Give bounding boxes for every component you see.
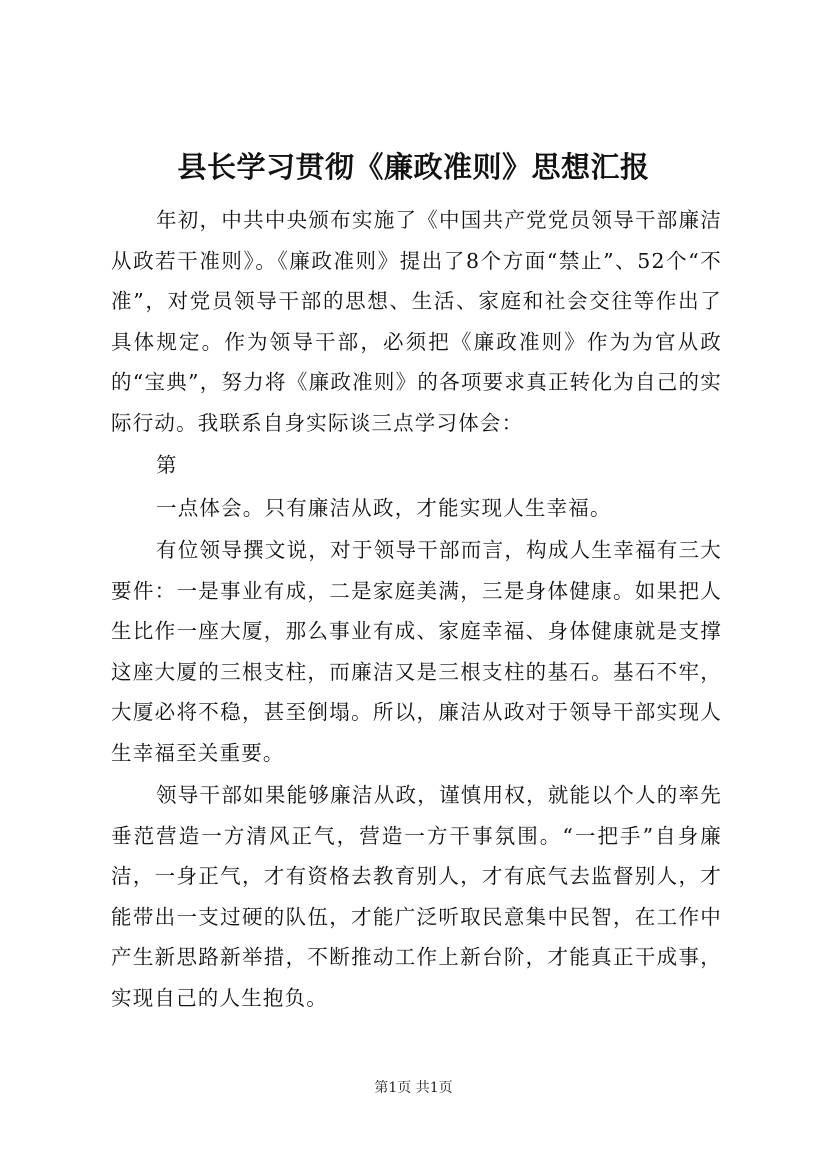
document-title: 县长学习贯彻《廉政准则》思想汇报 xyxy=(177,150,650,184)
paragraph-first-label: 第 xyxy=(156,453,178,477)
paragraph-intro: 年初，中共中央颁布实施了《中国共产党党员领导干部廉洁从政若干准则》。《廉政准则》提出了8个方面“禁止”、52个“不准”，对党员领导干部的思想、生活、家庭和社会交往等作出了具体规定。作为领导干部，必须把《廉政准则》作为为官从政的“宝典”，努力将《廉政准则》的各项要求真正转化为自己的实际行动。我联系自身实际谈三点学习体会： xyxy=(111,208,722,435)
page-footer: 第1页 共1页 xyxy=(374,1080,453,1096)
paragraph-first-point: 一点体会。只有廉洁从政，才能实现人生幸福。 xyxy=(156,495,612,520)
document-body xyxy=(111,200,722,1018)
paragraph-leadership: 领导干部如果能够廉洁从政，谨慎用权，就能以个人的率先垂范营造一方清风正气，营造一方干事氛围。“一把手”自身廉洁，一身正气，才有资格去教育别人，才有底气去监督别人，才能带出一支过硬的队伍，才能广泛听取民意集中民智，在工作中产生新思路新举措，不断推动工作上新台阶，才能真正干成事，实现自己的人生抱负。 xyxy=(111,783,722,1010)
paragraph-happiness: 有位领导撰文说，对于领导干部而言，构成人生幸福有三大要件：一是事业有成，二是家庭美满，三是身体健康。如果把人生比作一座大厦，那么事业有成、家庭幸福、身体健康就是支撑这座大厦的三根支柱，而廉洁又是三根支柱的基石。基石不牢，大厦必将不稳，甚至倒塌。所以，廉洁从政对于领导干部实现人生幸福至关重要。 xyxy=(111,538,722,765)
